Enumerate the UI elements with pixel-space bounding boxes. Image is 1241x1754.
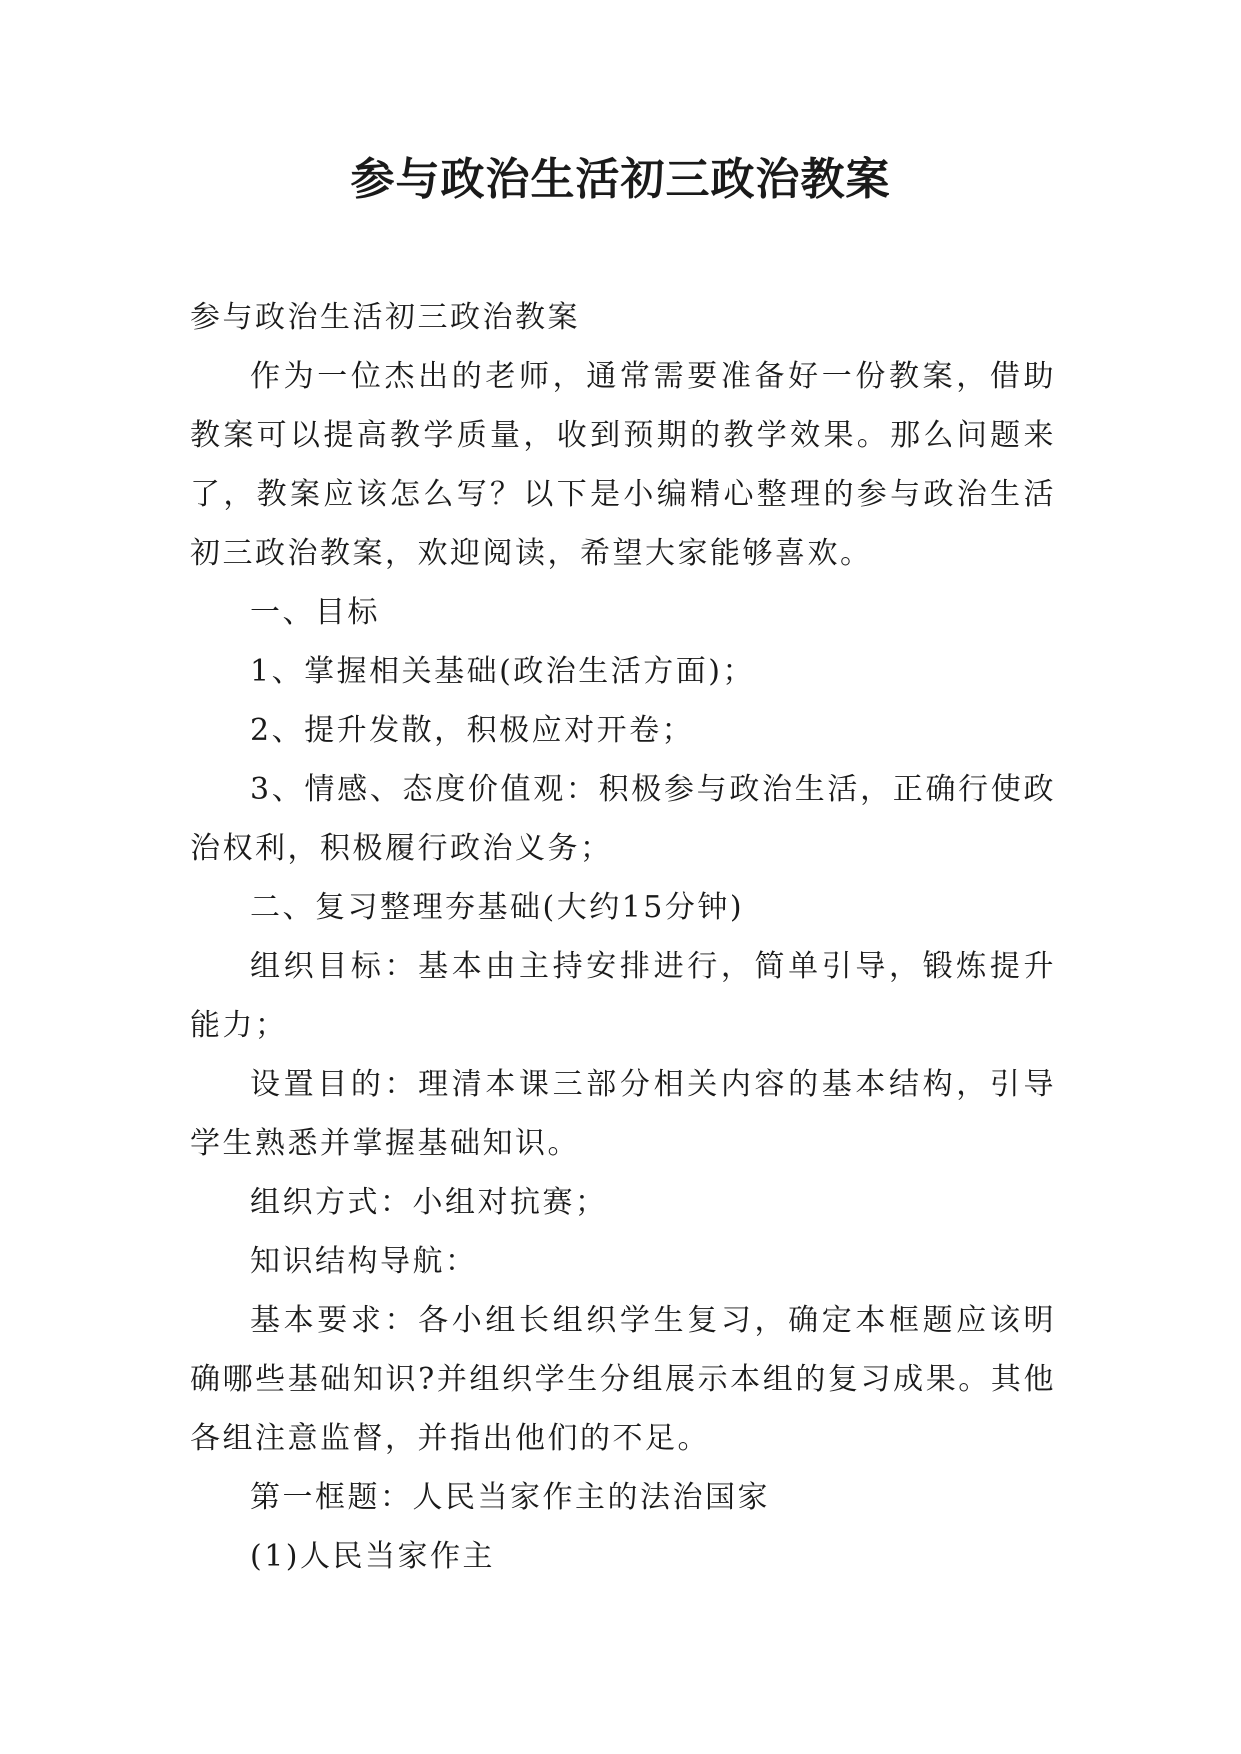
organization-method-paragraph: 组织方式：小组对抗赛； (250, 1185, 608, 1220)
first-topic-heading: 第一框题：人民当家作主的法治国家 (250, 1480, 770, 1515)
document-title: 参与政治生活初三政治教案 (350, 154, 891, 205)
section-heading-review: 二、复习整理夯基础(大约15分钟) (250, 890, 745, 925)
subtitle-paragraph: 参与政治生活初三政治教案 (190, 300, 580, 335)
first-topic-item-1: (1)人民当家作主 (250, 1539, 495, 1574)
intro-paragraph: 作为一位杰出的老师，通常需要准备好一份教案，借助教案可以提高教学质量，收到预期的教学效果。那么问题来了，教案应该怎么写？以下是小编精心整理的参与政治生活初三政治教案，欢迎阅读，希望大家能够喜欢。 (190, 359, 1056, 571)
purpose-paragraph: 设置目的：理清本课三部分相关内容的基本结构，引导学生熟悉并掌握基础知识。 (190, 1067, 1056, 1161)
knowledge-navigation-paragraph: 知识结构导航： (250, 1244, 478, 1279)
goal-item-3: 3、情感、态度价值观：积极参与政治生活，正确行使政治权利，积极履行政治义务； (190, 772, 1056, 866)
section-heading-goals: 一、目标 (250, 595, 380, 630)
basic-requirements-paragraph: 基本要求：各小组长组织学生复习，确定本框题应该明确哪些基础知识?并组织学生分组展示本组的复习成果。其他各组注意监督，并指出他们的不足。 (190, 1303, 1056, 1456)
goal-item-1: 1、掌握相关基础(政治生活方面)； (250, 654, 755, 689)
goal-item-2: 2、提升发散，积极应对开卷； (250, 713, 695, 748)
document-body (190, 288, 1056, 1586)
organization-goal-paragraph: 组织目标：基本由主持安排进行，简单引导，锻炼提升能力； (190, 949, 1056, 1043)
